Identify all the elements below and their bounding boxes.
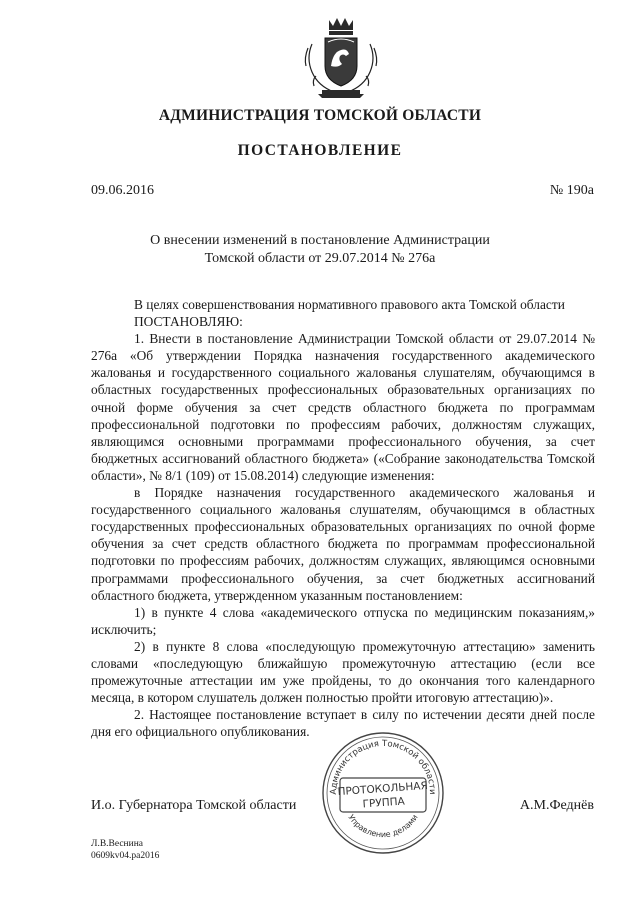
body-paragraph: 2) в пункте 8 слова «последующую промежуточную аттестацию» заменить словами «последующую ближайшую промежуточную аттестацию (если все промежуточные аттестации им уже пройдены, то до окончания того календарного месяца, в котором слушатель должен полностью пройти итоговую аттестацию)». [91,638,595,706]
document-subject [0,232,640,268]
executor-name: Л.В.Веснина [91,839,144,849]
subject-line: О внесении изменений в постановление Администрации [150,233,490,248]
stamp-center-line: ПРОТОКОЛЬНАЯ [337,779,429,799]
executor-info [91,838,159,862]
body-paragraph: в Порядке назначения государственного академического жалованья и государственного социального жалованья слушателям, обучающимся в областных государственных профессиональных образовательных организациях по очной форме обучения за счет средств областного бюджета по программам профессиональной подготовки по профессиям рабочих, должностям служащих, являющимся основными программами профессионального обучения, за счет бюджетных ассигнований областного бюджета, утвержденном указанным постановлением: [91,485,595,603]
coat-of-arms-icon [298,14,384,102]
stamp-center-line: ГРУППА [362,795,406,811]
stamp-bottom-text: Управление делами [346,812,420,840]
body-paragraph: 2. Настоящее постановление вступает в силу по истечении десяти дней после дня его официального опубликования. [91,707,595,740]
document-date: 09.06.2016 [91,183,154,198]
signer-position: И.о. Губернатора Томской области [91,798,297,813]
organization-title: АДМИНИСТРАЦИЯ ТОМСКОЙ ОБЛАСТИ [158,107,482,124]
official-stamp [318,728,448,858]
body-paragraph: В целях совершенствования нормативного правового акта Томской области [134,297,565,312]
body-paragraph: ПОСТАНОВЛЯЮ: [134,314,243,330]
stamp-outer-text: Администрация Томской области [328,738,438,795]
subject-line: Томской области от 29.07.2014 № 276а [204,251,436,266]
file-code: 0609kv04.pa2016 [91,851,160,861]
signer-name: А.М.Феднёв [519,798,594,813]
body-paragraph: 1) в пункте 4 слова «академического отпуска по медицинским показаниям,» исключить; [91,604,595,637]
document-body [91,296,595,740]
body-paragraph: 1. Внести в постановление Администрации Томской области от 29.07.2014 № 276а «Об утверждении Порядка назначения государственного академического жалованья и государственного социального жалованья слушателям, обучающимся в областных государственных профессиональных образовательных организациях по очной форме обучения за счет средств областного бюджета по программам профессиональной подготовки по профессиям рабочих, должностям служащих, являющимся основными программами профессионального обучения, за счет бюджетных ассигнований областного бюджета» («Собрание законодательства Томской области», № 8/1 (109) от 15.08.2014) следующие изменения: [91,331,595,483]
document-number: № 190а [549,183,594,198]
document-kind: ПОСТАНОВЛЕНИЕ [237,142,403,159]
